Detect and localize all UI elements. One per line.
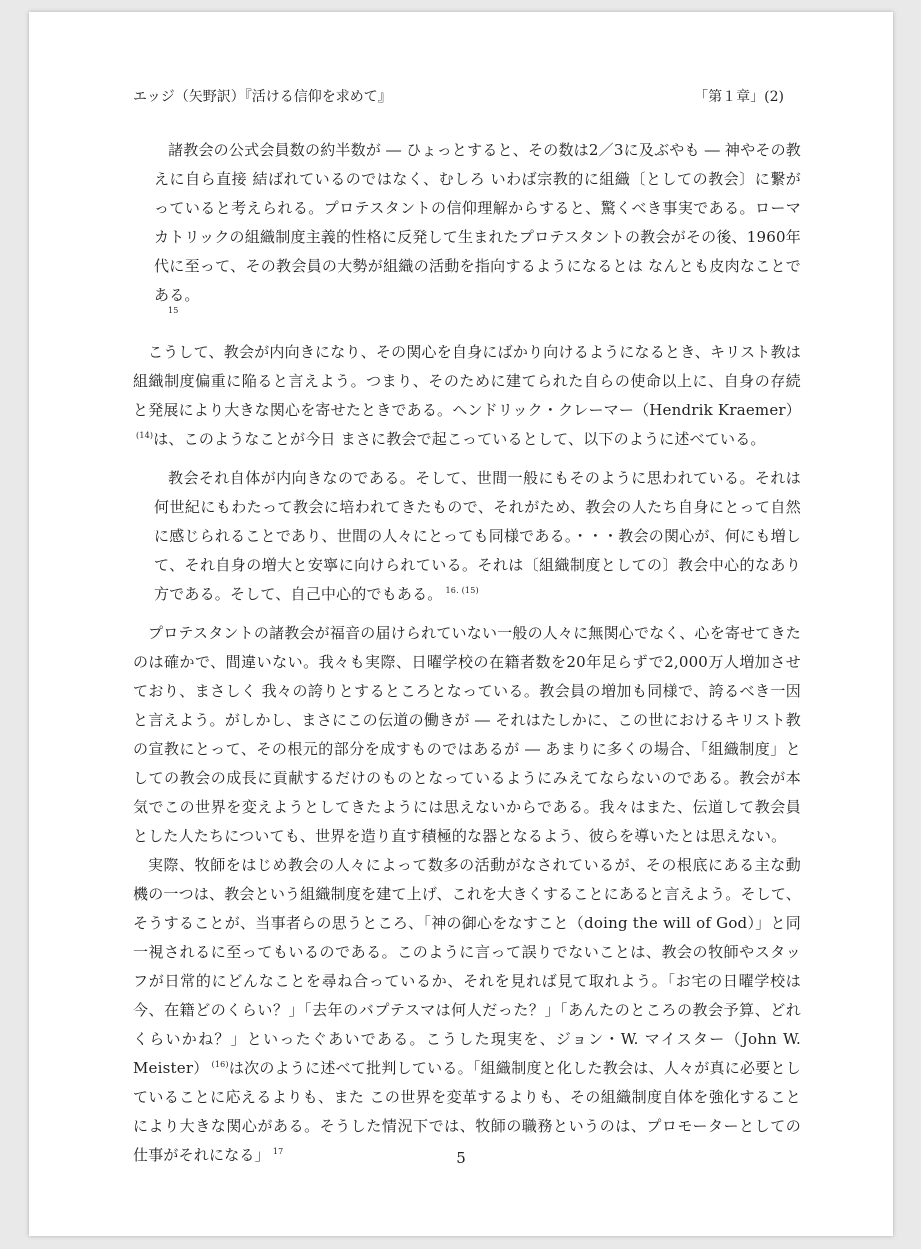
paragraph-3-text: 実際、牧師をはじめ教会の人々によって数多の活動がなされているが、その根底にある主な動機の一つは、教会という組織制度を建て上げ、これを大きくすることにあると言えよう。そして、そうすることが、当事者らの思うところ、「神の御心をなすこと（doing the will of God）」と同一視されるに至ってもいるのである。このように言って誤りでないことは、教会の牧師やスタッフが日常的にどんなことを尋ね合っているか、それを見れば見て取れよう。「お宅の日曜学校は 今、在籍どのくらい？」「去年のバプテスマは何人だった？」「あんたのところの教会予算、どれくらいかね？」といったぐあいである。こうした現実を、ジョン・W. マイスター（John W. Meister） xyxy=(133,856,801,1077)
footnote-marker-15: 15 xyxy=(168,306,179,315)
endnote-ref-16-15: 16. (15) xyxy=(445,586,479,595)
document-page xyxy=(29,12,893,1236)
paragraph-1-text-cont: は、このようなことが今日 まさに教会で起こっているとして、以下のように述べている。 xyxy=(153,430,766,448)
paragraph-2 xyxy=(133,619,801,851)
endnote-ref-16: (16) xyxy=(211,1060,229,1069)
endnote-ref-14: (14) xyxy=(136,431,154,440)
page-number: 5 xyxy=(456,1149,466,1167)
block-quote-2 xyxy=(154,464,801,609)
paragraph-3 xyxy=(133,851,801,1170)
body-text xyxy=(133,136,801,1170)
paragraph-1-text: こうして、教会が内向きになり、その関心を自身にばかり向けるようになるとき、キリスト教は組織制度偏重に陥ると言えよう。つまり、そのために建てられた自らの使命以上に、自身の存続と発展により大きな関心を寄せたときである。ヘンドリック・クレーマー（Hendrik Kraemer） xyxy=(133,343,801,419)
paragraph-3-text-cont: は次のように述べて批判している。「組織制度と化した教会は、人々が真に必要としていることに応えるよりも、また この世界を変革するよりも、その組織制度自体を強化することにより大きな関心がある。そうした情況下では、牧師の職務というのは、プロモーターとしての仕事がそれになる」 xyxy=(133,1059,802,1164)
header-title: エッジ（矢野訳）『活ける信仰を求めて』 xyxy=(133,89,392,105)
block-quote-2-text: 教会それ自体が内向きなのである。そして、世間一般にもそのように思われている。それは何世紀にもわたって教会に培われてきたもので、それがため、教会の人たち自身にとって自然に感じられることであり、世間の人々にとっても同様である。・・・教会の関心が、何にも増して、それ自身の増大と安寧に向けられている。それは〔組織制度としての〕教会中心的なあり方である。そして、自己中心的でもある。 xyxy=(154,469,801,603)
paragraph-2-text: プロテスタントの諸教会が福音の届けられていない一般の人々に無関心でなく、心を寄せてきたのは確かで、間違いない。我々も実際、日曜学校の在籍者数を20年足らずで2,000万人増加させており、まさしく 我々の誇りとするところとなっている。教会員の増加も同様で、誇るべき一因と言えよう。がしかし、まさにこの伝道の働きが ― それはたしかに、この世におけるキリスト教の宣教にとって、その根元的部分を成すものではあるが ― あまりに多くの場合、「組織制度」としての教会の成長に貢献するだけのものとなっているようにみえてならないのである。教会が本気でこの世界を変えようとしてきたようには思えないからである。我々はまた、伝道して教会員とした人たちについても、世界を造り直す積極的な器となるよう、彼らを導いたとは思えない。 xyxy=(133,624,801,845)
footnote-ref-17: 17 xyxy=(272,1147,284,1156)
block-quote-1-text: 諸教会の公式会員数の約半数が ― ひょっとすると、その数は2／3に及ぶやも ― 神やその教えに自ら直接 結ばれているのではなく、むしろ いわば宗教的に組織〔としての教会〕に繋がっていると考えられる。プロテスタントの信仰理解からすると、驚くべき事実である。ローマカトリックの組織制度主義的性格に反発して生まれたプロテスタントの教会がその後、1960年代に至って、その教会員の大勢が組織の活動を指向するようになるとは なんとも皮肉なことである。 xyxy=(154,141,801,304)
paragraph-1 xyxy=(133,338,801,454)
header-chapter: 「第１章」(2) xyxy=(694,89,784,105)
block-quote-1 xyxy=(154,136,801,310)
